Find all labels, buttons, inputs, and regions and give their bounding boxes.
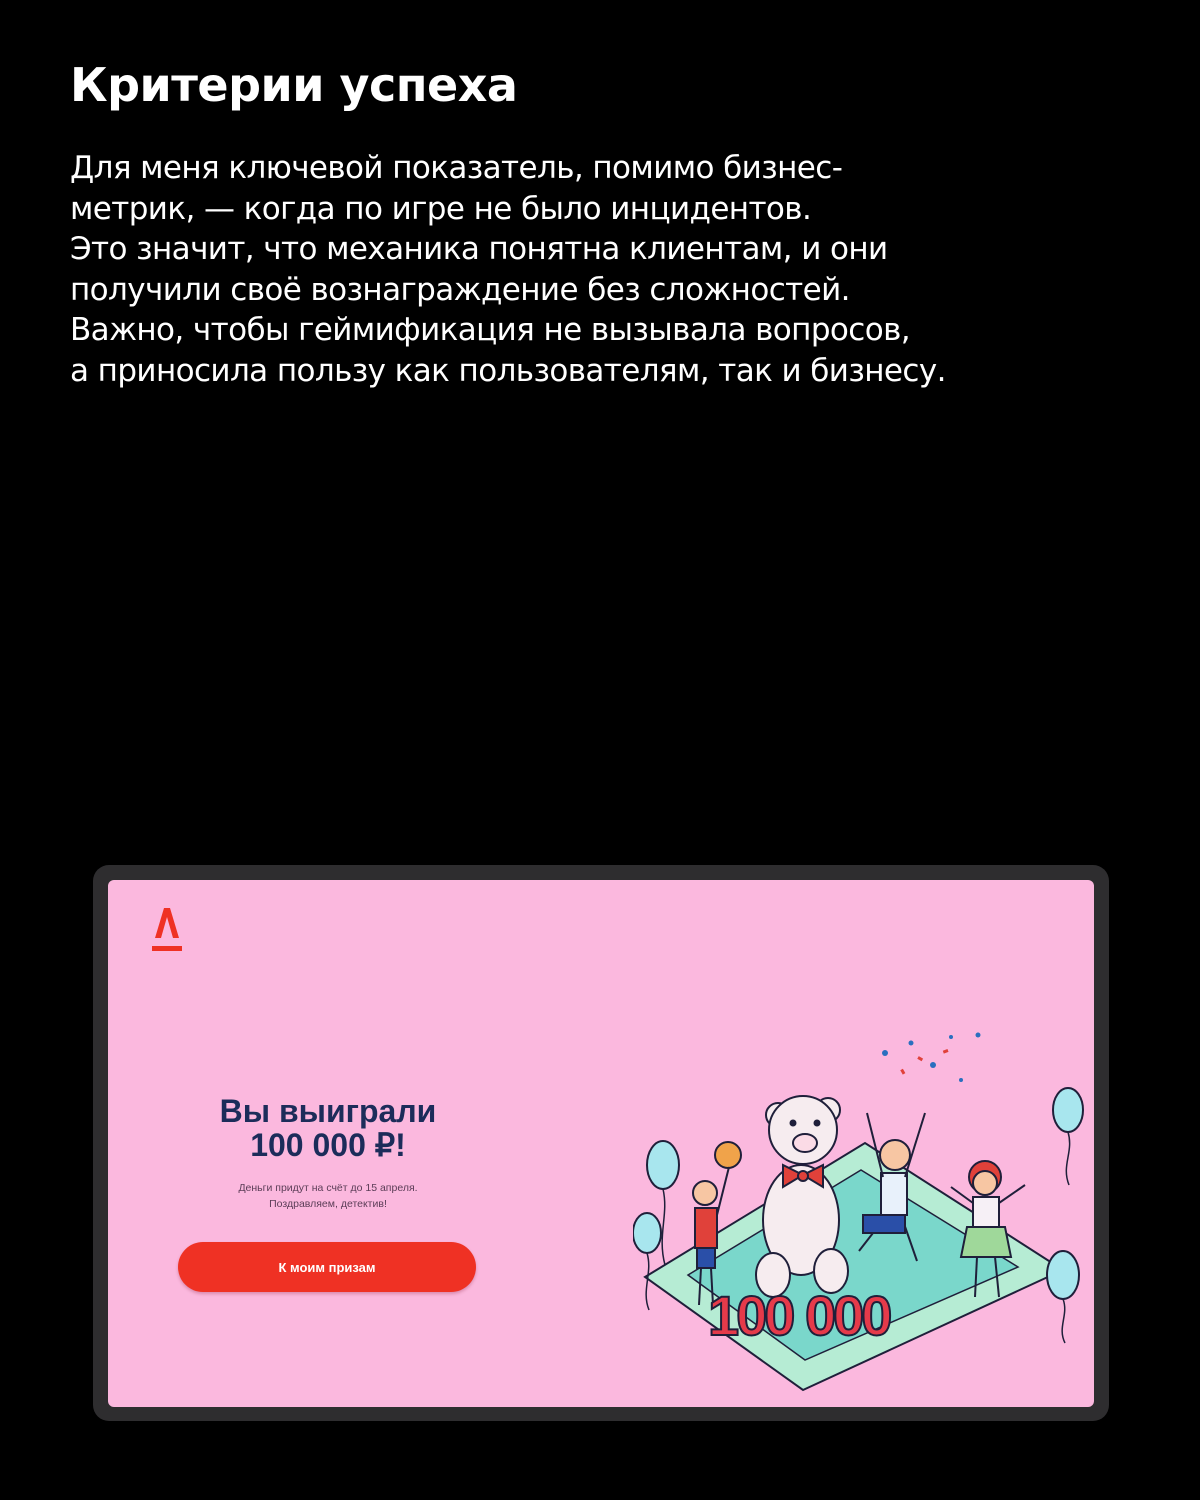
win-amount: 100 000 ₽!	[250, 1127, 406, 1163]
paragraph-line: Это значит, что механика понятна клиентам, и они	[70, 231, 888, 267]
prize-screen	[108, 880, 1094, 1407]
page-heading: Критерии успеха	[70, 58, 518, 112]
tablet-frame	[93, 865, 1109, 1421]
win-title-line: Вы выиграли	[219, 1093, 437, 1129]
balloon-number: 100 000	[708, 1284, 890, 1347]
alfa-bank-logo-icon	[146, 894, 186, 954]
paragraph-line: получили своё вознаграждение без сложностей.	[70, 271, 850, 308]
win-subtitle	[148, 1180, 508, 1212]
paragraph-line: Важно, чтобы геймификация не вызывала вопросов,	[70, 312, 910, 348]
paragraph-line: Для меня ключевой показатель, помимо бизнес-	[70, 150, 843, 186]
my-prizes-button[interactable]: К моим призам	[178, 1242, 476, 1292]
celebration-illustration	[633, 1015, 1088, 1400]
teddy-bear-icon	[756, 1096, 848, 1297]
paragraph-line: а приносила пользу как пользователям, так и бизнесу.	[70, 352, 946, 389]
balloon-right-icon	[1047, 1088, 1083, 1343]
payout-note: Деньги придут на счёт до 15 апреля.	[238, 1182, 418, 1194]
congrats-note: Поздравляем, детектив!	[269, 1198, 387, 1210]
paragraph-line: метрик, — когда по игре не было инцидентов.	[70, 190, 812, 227]
win-title	[148, 1094, 508, 1162]
body-paragraph	[70, 148, 946, 391]
